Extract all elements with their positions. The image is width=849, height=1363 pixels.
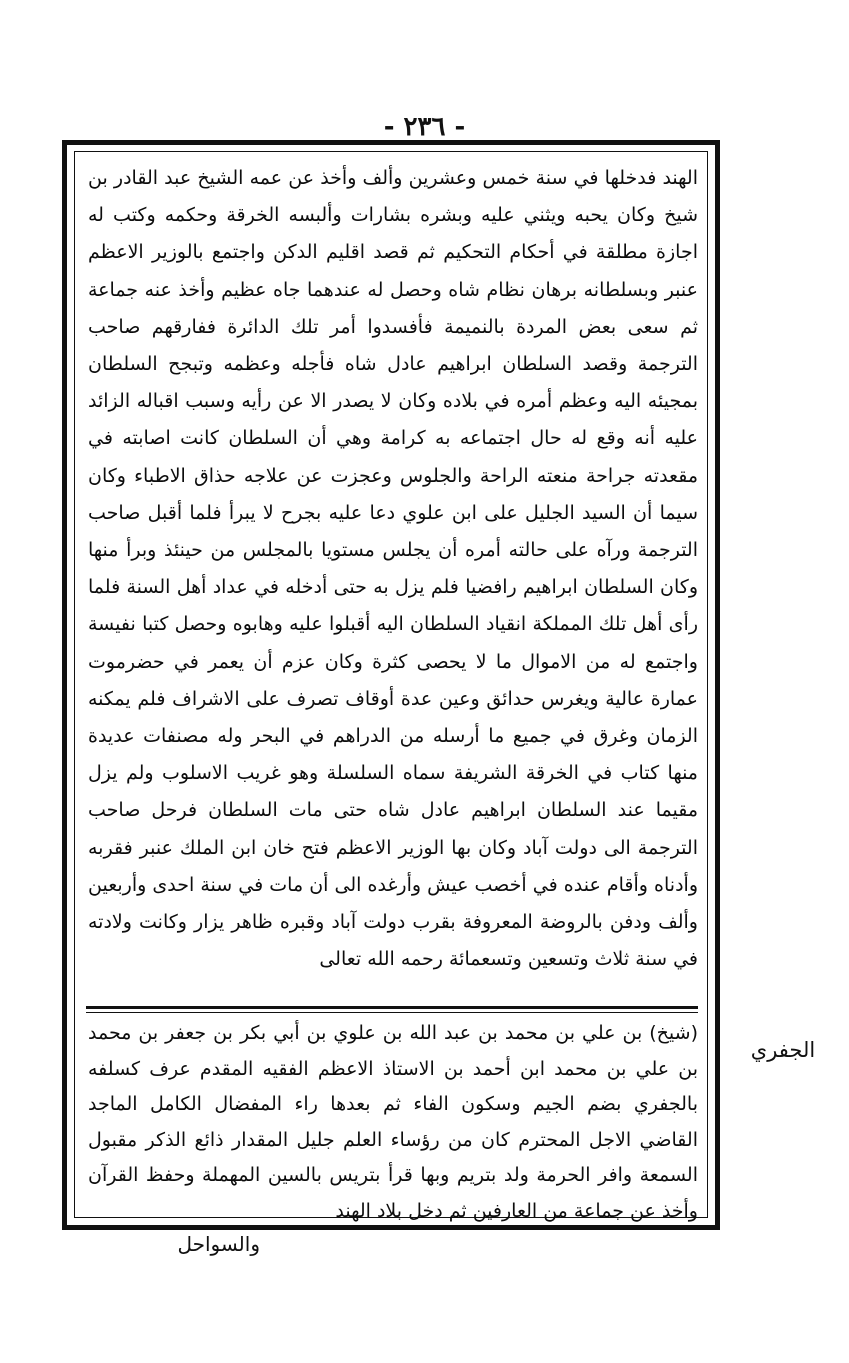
margin-heading: الجفري — [750, 1038, 816, 1062]
biography-entry-continued: الهند فدخلها في سنة خمس وعشرين وألف وأخذ عن عمه الشيخ عبد القادر بن شيخ وكان يحبه ويثني عليه وبشره بشارات وألبسه الخرقة وحكمه وكتب له اجازة مطلقة في أحكام التحكيم ثم قصد اقليم الدكن واجتمع بالوزير الاعظم عنبر وبسلطانه برهان نظام شاه وحصل له عندهما جاه عظيم وأخذ عنه جماعة ثم سعى بعض المردة بالنميمة فأفسدوا أمر تلك الدائرة ففارقهم صاحب الترجمة وقصد السلطان ابراهيم عادل شاه فأجله وعظمه وتبجح السلطان بمجيئه اليه وعظم أمره في بلاده وكان لا يصدر الا عن رأيه وسبب اقباله الزائد عليه أنه وقع له حال اجتماعه به كرامة وهي أن السلطان كانت اصابته في مقعدته جراحة منعته الراحة والجلوس وعجزت عن علاجه حذاق الاطباء وكان سيما أن السيد الجليل على ابن علوي دعا عليه بجرح لا يبرأ فلما أقبل صاحب الترجمة ورآه على حالته أمره أن يجلس مستويا بالمجلس من حينئذ وبرأ منها وكان السلطان ابراهيم رافضيا فلم يزل به حتى أدخله في عداد أهل السنة فلما رأى أهل تلك المملكة انقياد السلطان اليه أقبلوا عليه وهابوه وحصل كتبا نفيسة واجتمع له من الاموال ما لا يحصى كثرة وكان عزم أن يعمر في حضرموت عمارة عالية ويغرس حدائق وعين عدة أوقاف تصرف على الاشراف فلم يمكنه الزمان وغرق في جميع ما أرسله من الدراهم في البحر وله مصنفات عديدة منها كتاب في الخرقة الشريفة سماه السلسلة وهو غريب الاسلوب ولم يزل مقيما عند السلطان ابراهيم عادل شاه حتى مات السلطان فرحل صاحب الترجمة الى دولت آباد وكان بها الوزير الاعظم فتح خان ابن الملك عنبر فقربه وأدناه وأقام عنده في أخصب عيش وأرغده الى أن مات في سنة احدى وأربعين وألف ودفن بالروضة المعروفة بقرب دولت آباد وقبره ظاهر يزار وكانت ولادته في سنة ثلاث وتسعين وتسعمائة رحمه الله تعالى — [88, 167, 698, 971]
biography-entry-jafri: (شيخ) بن علي بن محمد بن عبد الله بن علوي بن أبي بكر بن جعفر بن محمد بن علي بن محمد ابن أحمد بن الاستاذ الاعظم الفقيه المقدم عرف كسلفه بالجفري بضم الجيم وسكون الفاء ثم بعدها راء المفضال الكامل الماجد القاضي الاجل المحترم كان من رؤساء العلم جليل المقدار ذائع الذكر مقبول السمعة وافر الحرمة ولد بتريم وبها قرأ بتريس بالسين المهملة وحفظ القرآن وأخذ عن جماعة من العارفين ثم دخل بلاد الهند — [88, 1022, 698, 1222]
entry-divider — [86, 1006, 698, 1009]
entry-divider-thin — [86, 1012, 698, 1013]
catchword: والسواحل — [177, 1232, 260, 1256]
page-number: - ٢٣٦ - — [383, 112, 466, 142]
